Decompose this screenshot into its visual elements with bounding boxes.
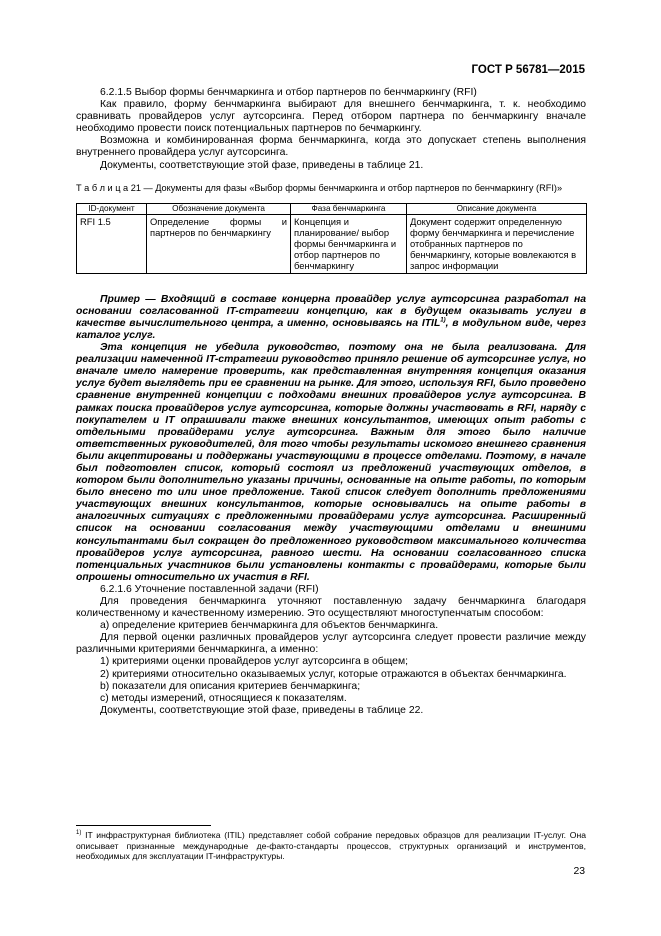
column-header: Фаза бенчмаркинга — [291, 203, 407, 214]
example-text-start: Пример — Входящий в составе концерна провайдер услуг аутсорсинга разработал на основании согласованной IT-стратегии концепцию, как в будущем оказывать услуги в качестве вычислительного центра, а именно, основываясь на ITIL — [76, 293, 586, 329]
cell-name: Определение формы и партнеров по бенчмаркингу — [147, 214, 291, 273]
cell-description: Документ содержит определенную форму бенчмаркинга и перечисление отобранных партнеров по бенчмаркингу, которые вовлекаются в запрос информации — [407, 214, 587, 273]
paragraph: Для первой оценки различных провайдеров услуг аутсорсинга следует провести различие между различными критериями бенчмаркинга, а именно: — [76, 632, 586, 656]
paragraph: Как правило, форму бенчмаркинга выбирают для внешнего бенчмаркинга, т. к. необходимо сравнивать провайдеров услуг аутсорсинга. Перед отбором партнера по бенчмаркингу вначале необходимо провести поиск потенциальных партнеров по бечмаркингу. — [76, 99, 586, 135]
footnote-text: IT инфраструктурная библиотека (ITIL) представляет собой собрание передовых образцов для реализации IT-услуг. Она описывает признанные международные де-факто-стандарты процессов, структурных организаций и инструментов, необходимых для эксплуатации IT-инфраструктуры. — [76, 830, 586, 862]
example-paragraph — [76, 294, 586, 342]
table-header-row — [77, 203, 587, 214]
column-header: Обозначение документа — [147, 203, 291, 214]
cell-phase: Концепция и планирование/ выбор формы бенчмаркинга и отбор партнеров по бенчмаркингу — [291, 214, 407, 273]
paragraph: Документы, соответствующие этой фазе, приведены в таблице 21. — [100, 159, 424, 171]
table-21 — [76, 203, 587, 274]
list-item: 1) критериями оценки провайдеров услуг аутсорсинга в общем; — [100, 656, 408, 668]
paragraph: Документы, соответствующие этой фазе, приведены в таблице 22. — [100, 704, 424, 716]
example-paragraph: Эта концепция не убедила руководство, поэтому она не была реализована. Для реализации намеченной IT-стратегии руководство приняло решение об аутсорсинге услуг, но вначале имело намерение проверить, как представленная внутренняя концепция оказания услуг будет выглядеть при ее сравнении на рынке. Для этого, используя RFI, было проведено сравнение внутренней концепции с подходами внешних провайдеров услуг аутсорсинга. В рамках поиска провайдеров услуг аутсорсинга, которые должны участвовать в RFI, наряду с покупателем и IT опрашивали также внешних консультантов, имеющих опыт работы с отдельными провайдерами услуг аутсорсинга. Важным для этого было наличие ответственных руководителей, для того чтобы результаты искомого внешнего сравнения были акцептированы и поддержаны участвующими в процессе отделами. Поэтому, в начале был подготовлен список, который состоял из предложений участвующих отделов, в котором были дополнительно указаны причины, основанные на опыте работы, по которым было внесено то или иное предложение. Такой список следует дополнить предложениями участвующих внешних консультантов, которые основывались на опыте работы в аналогичных ситуациях с предложенными провайдерами услуг аутсорсинга. Расширенный список на основании согласования между участвующими отделами и внешними консультантами был сокращен до предложенного руководством максимального количества провайдеров услуг аутсорсинга, равного шести. На основании согласованного списка потенциальных участников были установлены контакты с провайдерами, которые были опрошены относительно их участия в RFI. — [76, 342, 586, 583]
table-caption: Т а б л и ц а 21 — Документы для фазы «Выбор формы бенчмаркинга и отбор партнеров по бенчмаркингу (RFI)» — [76, 182, 563, 193]
cell-id: RFI 1.5 — [77, 214, 147, 273]
footnote-ref: 1) — [440, 317, 446, 324]
section-heading-6-2-1-6: 6.2.1.6 Уточнение поставленной задачи (RFI) — [100, 583, 319, 595]
list-item: а) определение критериев бенчмаркинга для объектов бенчмаркинга. — [100, 620, 439, 632]
paragraph: Возможна и комбинированная форма бенчмаркинга, когда это допускает степень выполнения внутреннего провайдера услуг аутсорсинга. — [76, 135, 586, 159]
example-text-end: , в модульном виде, через каталог услуг. — [76, 317, 586, 341]
list-item: b) показатели для описания критериев бенчмаркинга; — [100, 680, 361, 692]
section-heading-6-2-1-5: 6.2.1.5 Выбор формы бенчмаркинга и отбор партнеров по бенчмаркингу (RFI) — [100, 87, 477, 98]
list-item: c) методы измерений, относящиеся к показателям. — [100, 692, 347, 704]
footnote-divider — [76, 825, 211, 826]
list-item: 2) критериями относительно оказываемых услуг, которые отражаются в объектах бенчмаркинга. — [100, 668, 567, 680]
footnote — [76, 830, 586, 862]
table-row — [77, 214, 587, 273]
doc-code: ГОСТ Р 56781—2015 — [471, 64, 585, 76]
footnote-marker: 1) — [76, 830, 82, 837]
page-number: 23 — [573, 866, 585, 877]
paragraph: Для проведения бенчмаркинга уточняют поставленную задачу бенчмаркинга благодаря количественному и качественному измерению. Это осуществляют многоступенчатым способом: — [76, 596, 586, 620]
page-body — [76, 87, 586, 717]
column-header: Описание документа — [407, 203, 587, 214]
column-header: ID-документ — [77, 203, 147, 214]
